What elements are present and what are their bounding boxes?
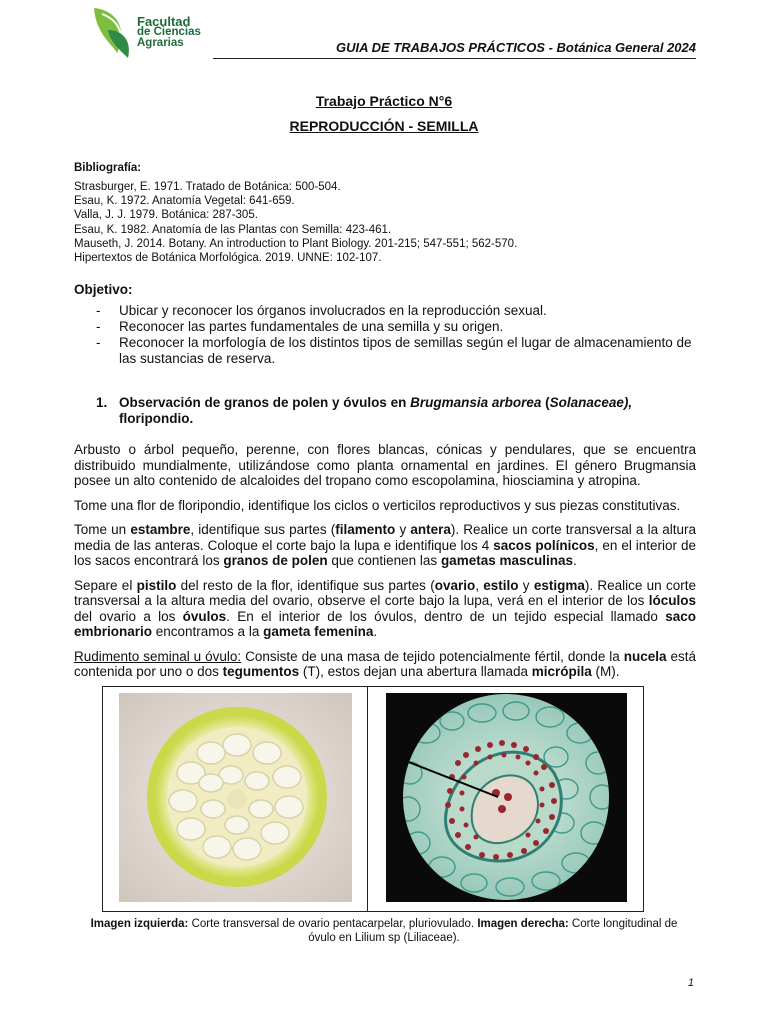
text-run: del ovario a los: [74, 608, 183, 624]
logo-line-1: Facultad: [137, 14, 191, 29]
text-run: (M).: [591, 664, 620, 679]
text-run: .: [373, 624, 378, 639]
objective-item-text: Reconocer la morfología de los distintos tipos de semillas según el lugar de almacenamiento de las sustancias de reserva.: [119, 335, 692, 366]
text-run: Separe el: [74, 577, 137, 593]
bold-term: granos de polen: [223, 553, 328, 568]
text-run: ). Realice un corte transversal a la altura media del ovario, observe el corte bajo la lupa, verá en el interior de los: [74, 577, 696, 608]
text-run: Consiste de una masa de tejido potencialmente fértil, donde la: [241, 648, 624, 664]
text-run: Tome un: [74, 522, 131, 537]
species-name: Brugmansia arborea: [410, 395, 542, 410]
logo-line-3: Agrarias: [137, 37, 184, 49]
caption-left-label: Imagen izquierda:: [90, 918, 189, 930]
objective-item: [74, 319, 696, 335]
practice-subtitle: REPRODUCCIÓN - SEMILLA: [289, 118, 479, 134]
dash-bullet: -: [96, 335, 101, 350]
bold-term: lóculos: [648, 593, 696, 608]
paragraph-pistil: [74, 578, 696, 640]
figure-caption: [80, 917, 688, 945]
faculty-logo: [88, 4, 208, 60]
figure-divider: [367, 686, 368, 912]
bold-term: óvulos: [182, 608, 227, 624]
underlined-term: Rudimento seminal u óvulo:: [74, 648, 242, 664]
header-rule: [213, 58, 696, 59]
paragraph-description: Arbusto o árbol pequeño, perenne, con flores blancas, cónicas y pendulares, que se encuentra distribuido mundialmente, utilizándose como planta ornamental en jardines. El género Brugmansia posee un alto contenido de alcaloides del tropano como escopolamina, hiosciamina y atropina.: [74, 442, 696, 488]
bold-term: gameta femenina: [263, 624, 374, 639]
bold-term: estilo: [483, 577, 519, 593]
text-run: (T), estos dejan una abertura llamada: [299, 664, 532, 679]
text-run: y: [518, 577, 534, 593]
leaf-logo-icon: [88, 4, 138, 60]
section-title-part: (: [541, 395, 550, 410]
page-number: 1: [687, 977, 694, 989]
bibliography-item: Valla, J. J. 1979. Botánica: 287-305.: [74, 209, 258, 222]
section-title-part: Observación de granos de polen y óvulos en: [119, 395, 411, 410]
dash-bullet: -: [96, 319, 101, 334]
bold-term: gametas masculinas: [440, 553, 574, 568]
bibliography-item: Strasburger, E. 1971. Tratado de Botánica: 500-504.: [74, 181, 341, 193]
text-run: encontramos a la: [152, 624, 264, 639]
bold-term: nucela: [623, 648, 667, 664]
section-number: 1.: [96, 395, 108, 410]
bold-term: ovario: [434, 577, 476, 593]
bold-term: tegumentos: [222, 664, 300, 679]
bibliography-item: Hipertextos de Botánica Morfológica. 2019. UNNE: 102-107.: [74, 252, 382, 265]
ovary-cross-section-image: [119, 693, 352, 902]
objective-item: [74, 303, 696, 319]
caption-left-text: Corte transversal de ovario pentacarpelar, pluriovulado.: [188, 918, 478, 930]
section-1-title: [74, 395, 696, 427]
text-run: ). Realice un corte transversal a la altura media de las anteras. Coloque el corte bajo la lupa e identifique los 4: [74, 522, 696, 553]
bibliography-section: [74, 162, 696, 265]
bold-term: antera: [410, 522, 451, 537]
text-run: , identifique sus partes (: [190, 522, 336, 537]
bold-term: micrópila: [531, 664, 592, 679]
caption-right-label: Imagen derecha:: [477, 918, 569, 930]
bibliography-list: [74, 180, 696, 265]
paragraph-flower: Tome una flor de floripondio, identifique los ciclos o verticilos reproductivos y sus piezas constitutivas.: [74, 497, 681, 513]
objective-item: [74, 335, 696, 367]
bold-term: filamento: [335, 522, 396, 537]
text-run: . En el interior de los óvulos, dentro de un tejido especial llamado: [226, 608, 666, 624]
logo-text: [137, 16, 201, 49]
section-title-part: floripondio.: [119, 411, 194, 426]
practice-title: Trabajo Práctico N°6: [315, 93, 453, 109]
bold-term: pistilo: [136, 577, 177, 593]
text-run: del resto de la flor, identifique sus partes (: [176, 577, 435, 593]
dash-bullet: -: [96, 303, 101, 318]
ovule-micrograph-image: [386, 693, 627, 902]
objective-section: [74, 282, 696, 367]
text-run: está contenida por uno o dos: [74, 648, 696, 679]
bibliography-heading: Bibliografía:: [74, 162, 142, 174]
objective-heading: Objetivo:: [74, 282, 133, 297]
caption-right-text: Corte longitudinal de óvulo en Lilium sp (Liliaceae).: [308, 918, 678, 944]
text-run: .: [573, 553, 577, 568]
text-run: ,: [475, 577, 484, 593]
text-run: que contienen las: [327, 553, 441, 568]
bibliography-item: Esau, K. 1972. Anatomía Vegetal: 641-659.: [74, 195, 295, 208]
family-name: Solanaceae),: [549, 395, 633, 410]
bold-term: estambre: [130, 522, 191, 537]
objective-list: [74, 303, 696, 367]
text-run: y: [395, 522, 411, 537]
section-1: [74, 395, 696, 680]
logo-line-2: de Ciencias: [137, 26, 201, 38]
guide-header-title: GUIA DE TRABAJOS PRÁCTICOS - Botánica General 2024: [336, 40, 696, 55]
objective-item-text: Ubicar y reconocer los órganos involucrados en la reproducción sexual.: [119, 303, 547, 318]
bibliography-item: Esau, K. 1982. Anatomía de las Plantas con Semilla: 423-461.: [74, 223, 392, 236]
bold-term: estigma: [533, 577, 585, 593]
bold-term: sacos polínicos: [493, 537, 595, 553]
paragraph-stamen: [74, 522, 696, 569]
paragraph-ovule: [74, 649, 696, 680]
text-run: , en el interior de los sacos encontrará los: [74, 537, 696, 568]
bibliography-item: Mauseth, J. 2014. Botany. An introduction to Plant Biology. 201-215; 547-551; 562-570.: [74, 237, 518, 250]
objective-item-text: Reconocer las partes fundamentales de una semilla y su origen.: [119, 319, 504, 334]
bold-term: saco embrionario: [74, 608, 696, 639]
